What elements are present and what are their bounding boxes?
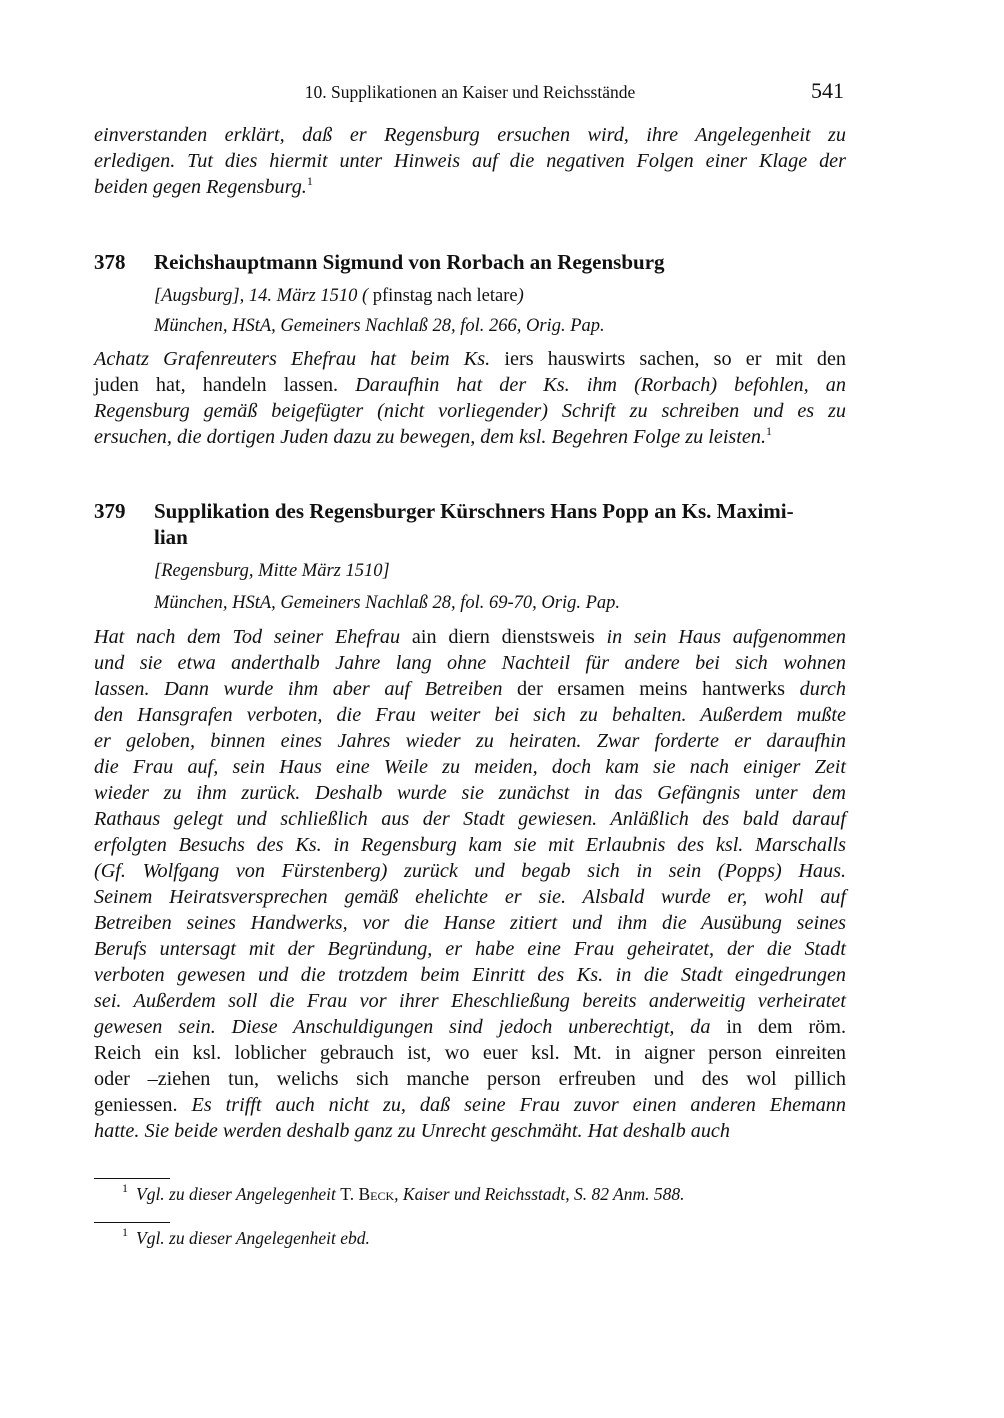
footnote-text: T. [340, 1184, 359, 1204]
footnote-number: 1 [122, 1225, 128, 1239]
text-line [94, 754, 846, 780]
italic-text: Achatz Grafenreuters Ehefrau hat beim Ks. [94, 348, 491, 370]
roman-text: in dem röm. [710, 1016, 847, 1038]
text-line [94, 1040, 846, 1066]
date-part: ) [517, 286, 524, 306]
text-line [94, 650, 846, 676]
opening-paragraph [94, 122, 846, 200]
entry-title-line: Reichshauptmann Sigmund von Rorbach an Regensburg [154, 250, 665, 274]
footnote [122, 1181, 685, 1205]
entry-title-line: lian [154, 525, 188, 549]
entry-378-summary [94, 346, 846, 450]
italic-text: erfolgten Besuchs des Ks. in Regensburg kam sie mit Erlaubnis des ksl. Marschalls [94, 834, 846, 856]
italic-text: er geloben, binnen eines Jahres wieder zu heiraten. Zwar forderte er daraufhin [94, 730, 846, 752]
italic-text: hatte. Sie beide werden deshalb ganz zu Unrecht geschmäht. Hat deshalb auch [94, 1120, 730, 1142]
footnote-rule [94, 1178, 170, 1179]
roman-text: ain diern dienstsweis [400, 626, 607, 648]
italic-text: Seinem Heiratsversprechen gemäß ehelichte er sie. Alsbald wurde er, wohl auf [94, 886, 846, 908]
italic-text: die Frau auf, sein Haus eine Weile zu meiden, doch kam sie nach einiger Zeit [94, 756, 846, 778]
italic-text: durch [799, 678, 846, 700]
text-line [94, 962, 846, 988]
entry-title [154, 249, 846, 275]
entry-379-summary [94, 624, 846, 1144]
entry-number: 379 [94, 499, 126, 523]
roman-text: Reich ein ksl. loblicher gebrauch ist, wo euer ksl. Mt. in aigner person einreiten [94, 1042, 846, 1064]
italic-text: gewesen sein. Diese Anschuldigungen sind jedoch unberechtigt, da [94, 1016, 711, 1038]
footnote-text: Beck [358, 1184, 395, 1204]
text-line [94, 1092, 846, 1118]
page-number: 541 [811, 78, 844, 103]
text-line [94, 728, 846, 754]
italic-text: Hat nach dem Tod seiner Ehefrau [94, 626, 401, 648]
entry-date [154, 284, 524, 308]
roman-text: juden hat, handeln lassen. [94, 374, 356, 396]
text-line [94, 910, 846, 936]
text-line [94, 346, 846, 372]
text-line [94, 936, 846, 962]
italic-text: Daraufhin hat der Ks. ihm (Rorbach) befohlen, an [355, 374, 846, 396]
entry-number: 378 [94, 250, 126, 274]
entry-date [154, 559, 390, 583]
text-line [94, 372, 846, 398]
text-line [94, 988, 846, 1014]
text-line [94, 884, 846, 910]
entry-title [154, 498, 846, 550]
text-line [94, 780, 846, 806]
text-line [94, 424, 846, 450]
text-line [94, 676, 846, 702]
entry-source: München, HStA, Gemeiners Nachlaß 28, fol. 266, Orig. Pap. [154, 316, 605, 336]
text-line [94, 398, 846, 424]
roman-text: geniessen. [94, 1094, 192, 1116]
text-line [94, 832, 846, 858]
footnote-rule [94, 1222, 170, 1223]
entry-source: München, HStA, Gemeiners Nachlaß 28, fol. 69-70, Orig. Pap. [154, 593, 621, 613]
roman-text: oder –ziehen tun, welichs sich manche person erfreuben und des wol pillich [94, 1068, 846, 1090]
italic-text: Regensburg gemäß beigefügter (nicht vorliegender) Schrift zu schreiben und es zu [94, 400, 846, 422]
text-line [94, 174, 846, 200]
date-part: [Regensburg, Mitte März 1510] [154, 561, 390, 581]
text-line [94, 858, 846, 884]
footnote-marker: 1 [306, 174, 313, 188]
italic-text: Es trifft auch nicht zu, daß seine Frau zuvor einen anderen Ehemann [191, 1094, 846, 1116]
footnote-marker: 1 [766, 424, 773, 438]
footnote-number: 1 [122, 1181, 128, 1195]
entry-title-line: Supplikation des Regensburger Kürschners Hans Popp an Ks. Maximi- [154, 499, 794, 523]
italic-text: erledigen. Tut dies hiermit unter Hinweis auf die negativen Folgen einer Klage der [94, 150, 846, 172]
text-line [94, 624, 846, 650]
italic-text: wieder zu ihm zurück. Deshalb wurde sie zunächst in das Gefängnis unter dem [94, 782, 846, 804]
roman-text: der ersamen meins hantwerks [502, 678, 800, 700]
footnote-text: Vgl. zu dieser Angelegenheit [136, 1184, 341, 1204]
italic-text: (Gf. Wolfgang von Fürstenberg) zurück und begab sich in sein (Popps) Haus. [94, 860, 846, 882]
italic-text: den Hansgrafen verboten, die Frau weiter bei sich zu behalten. Außerdem mußte [94, 704, 846, 726]
date-part: [Augsburg], 14. März 1510 ( [154, 286, 369, 306]
text-line [94, 806, 846, 832]
footnote-text: , Kaiser und Reichsstadt, S. 82 Anm. 588. [394, 1184, 685, 1204]
italic-text: und sie etwa anderthalb Jahre lang ohne Nachteil für andere bei sich wohnen [94, 652, 846, 674]
italic-text: sei. Außerdem soll die Frau vor ihrer Eheschließung bereits anderweitig verheiratet [94, 990, 846, 1012]
italic-text: Betreiben seines Handwerks, vor die Hanse zitiert und ihm die Ausübung seines [94, 912, 846, 934]
chapter-title: 10. Supplikationen an Kaiser und Reichsstände [304, 82, 636, 102]
italic-text: beiden gegen Regensburg. [94, 176, 307, 198]
running-head [94, 80, 846, 106]
footnote-text: Vgl. zu dieser Angelegenheit ebd. [136, 1228, 370, 1248]
italic-text: verboten gewesen und die trotzdem beim Einritt des Ks. in die Stadt eingedrungen [94, 964, 846, 986]
text-line [94, 702, 846, 728]
text-line [94, 1118, 846, 1144]
footnote [122, 1225, 370, 1249]
italic-text: Berufs untersagt mit der Begründung, er habe eine Frau geheiratet, der die Stadt [94, 938, 846, 960]
italic-text: ersuchen, die dortigen Juden dazu zu bewegen, dem ksl. Begehren Folge zu leisten. [94, 426, 767, 448]
italic-text: Rathaus gelegt und schließlich aus der Stadt gewiesen. Anläßlich des bald darauf [94, 808, 846, 830]
roman-text: iers hauswirts sachen, so er mit den [490, 348, 846, 370]
date-part: pfinstag nach letare [368, 286, 518, 306]
italic-text: in sein Haus aufgenommen [606, 626, 847, 648]
italic-text: lassen. Dann wurde ihm aber auf Betreiben [94, 678, 503, 700]
text-line [94, 148, 846, 174]
italic-text: einverstanden erklärt, daß er Regensburg ersuchen wird, ihre Angelegenheit zu [94, 124, 846, 146]
text-line [94, 122, 846, 148]
text-line [94, 1014, 846, 1040]
text-line [94, 1066, 846, 1092]
